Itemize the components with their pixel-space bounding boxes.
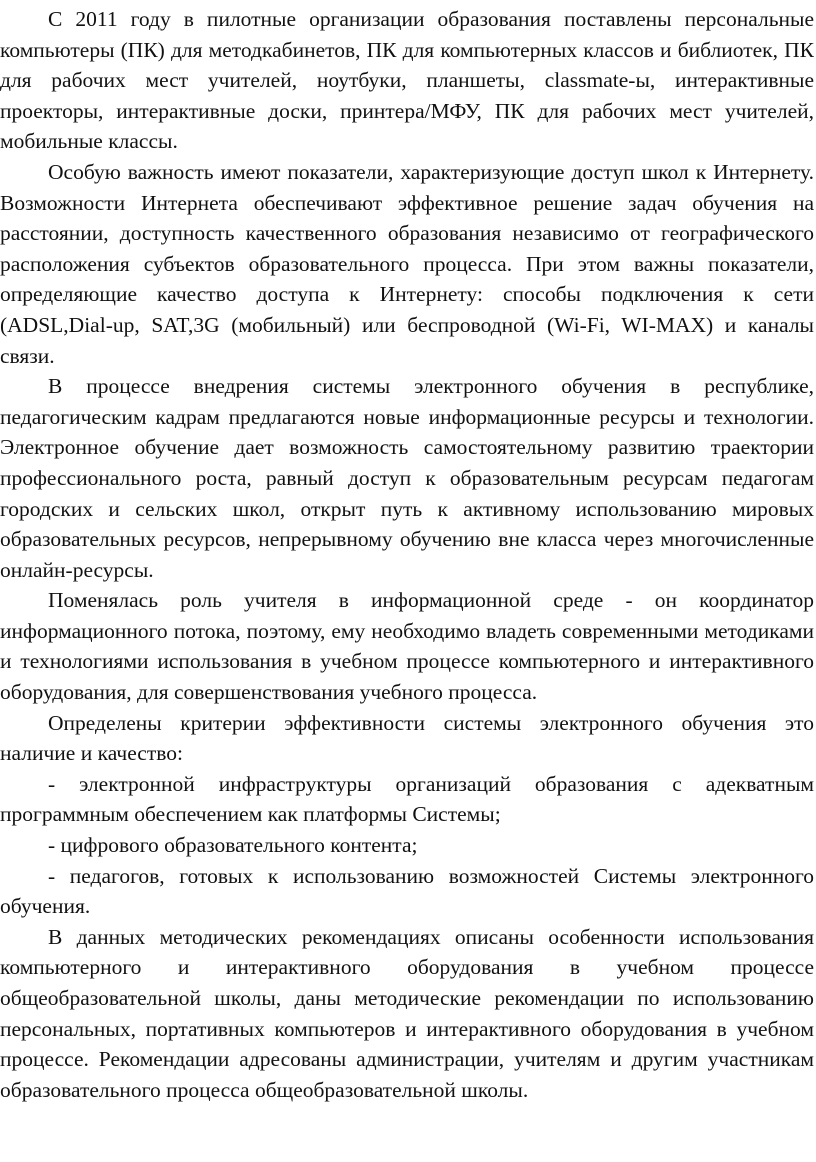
criteria-item-content: - цифрового образовательного контента;: [48, 833, 418, 858]
criteria-item-teachers: - педагогов, готовых к использованию возможностей Системы электронного обучения.: [0, 863, 814, 919]
paragraph-criteria-intro: Определены критерии эффективности системы электронного обучения это наличие и качество:: [0, 710, 814, 766]
paragraph-teacher-role: Поменялась роль учителя в информационной среде - он координатор информационного потока, поэтому, ему необходимо владеть современными методиками и технологиями использования в учебном процессе компьютерного и интерактивного оборудования, для совершенствования учебного процесса.: [0, 588, 814, 705]
criteria-item-infrastructure: - электронной инфраструктуры организаций образования с адекватным программным обеспечением как платформы Системы;: [0, 771, 814, 827]
paragraph-recommendations: В данных методических рекомендациях описаны особенности использования компьютерного и интерактивного оборудования в учебном процессе общеобразовательной школы, даны методические рекомендации по использованию персональных, портативных компьютеров и интерактивного оборудования в учебном процессе. Рекомендации адресованы администрации, учителям и другим участникам образовательного процесса общеобразовательной школы.: [0, 924, 814, 1102]
paragraph-e-learning: В процессе внедрения системы электронного обучения в республике, педагогическим кадрам предлагаются новые информационные ресурсы и технологии. Электронное обучение дает возможность самостоятельному развитию траектории профессионального роста, равный доступ к образовательным ресурсам педагогам городских и сельских школ, открыт путь к активному использованию мировых образовательных ресурсов, непрерывному обучению вне класса через многочисленные онлайн-ресурсы.: [0, 374, 814, 582]
paragraph-equipment: С 2011 году в пилотные организации образования поставлены персональные компьютеры (ПК) для методкабинетов, ПК для компьютерных классов и библиотек, ПК для рабочих мест учителей, ноутбуки, планшеты, classmate-ы, интерактивные проекторы, интерактивные доски, принтера/МФУ, ПК для рабочих мест учителей, мобильные классы.: [0, 7, 814, 154]
paragraph-internet-access: Особую важность имеют показатели, характеризующие доступ школ к Интернету. Возможности Интернета обеспечивают эффективное решение задач обучения на расстоянии, доступность качественного образования независимо от географического расположения субъектов образовательного процесса. При этом важны показатели, определяющие качество доступа к Интернету: способы подключения к сети (ADSL,Dial-up, SAT,3G (мобильный) или беспроводной (Wi-Fi, WI-MAX) и каналы связи.: [0, 159, 814, 368]
